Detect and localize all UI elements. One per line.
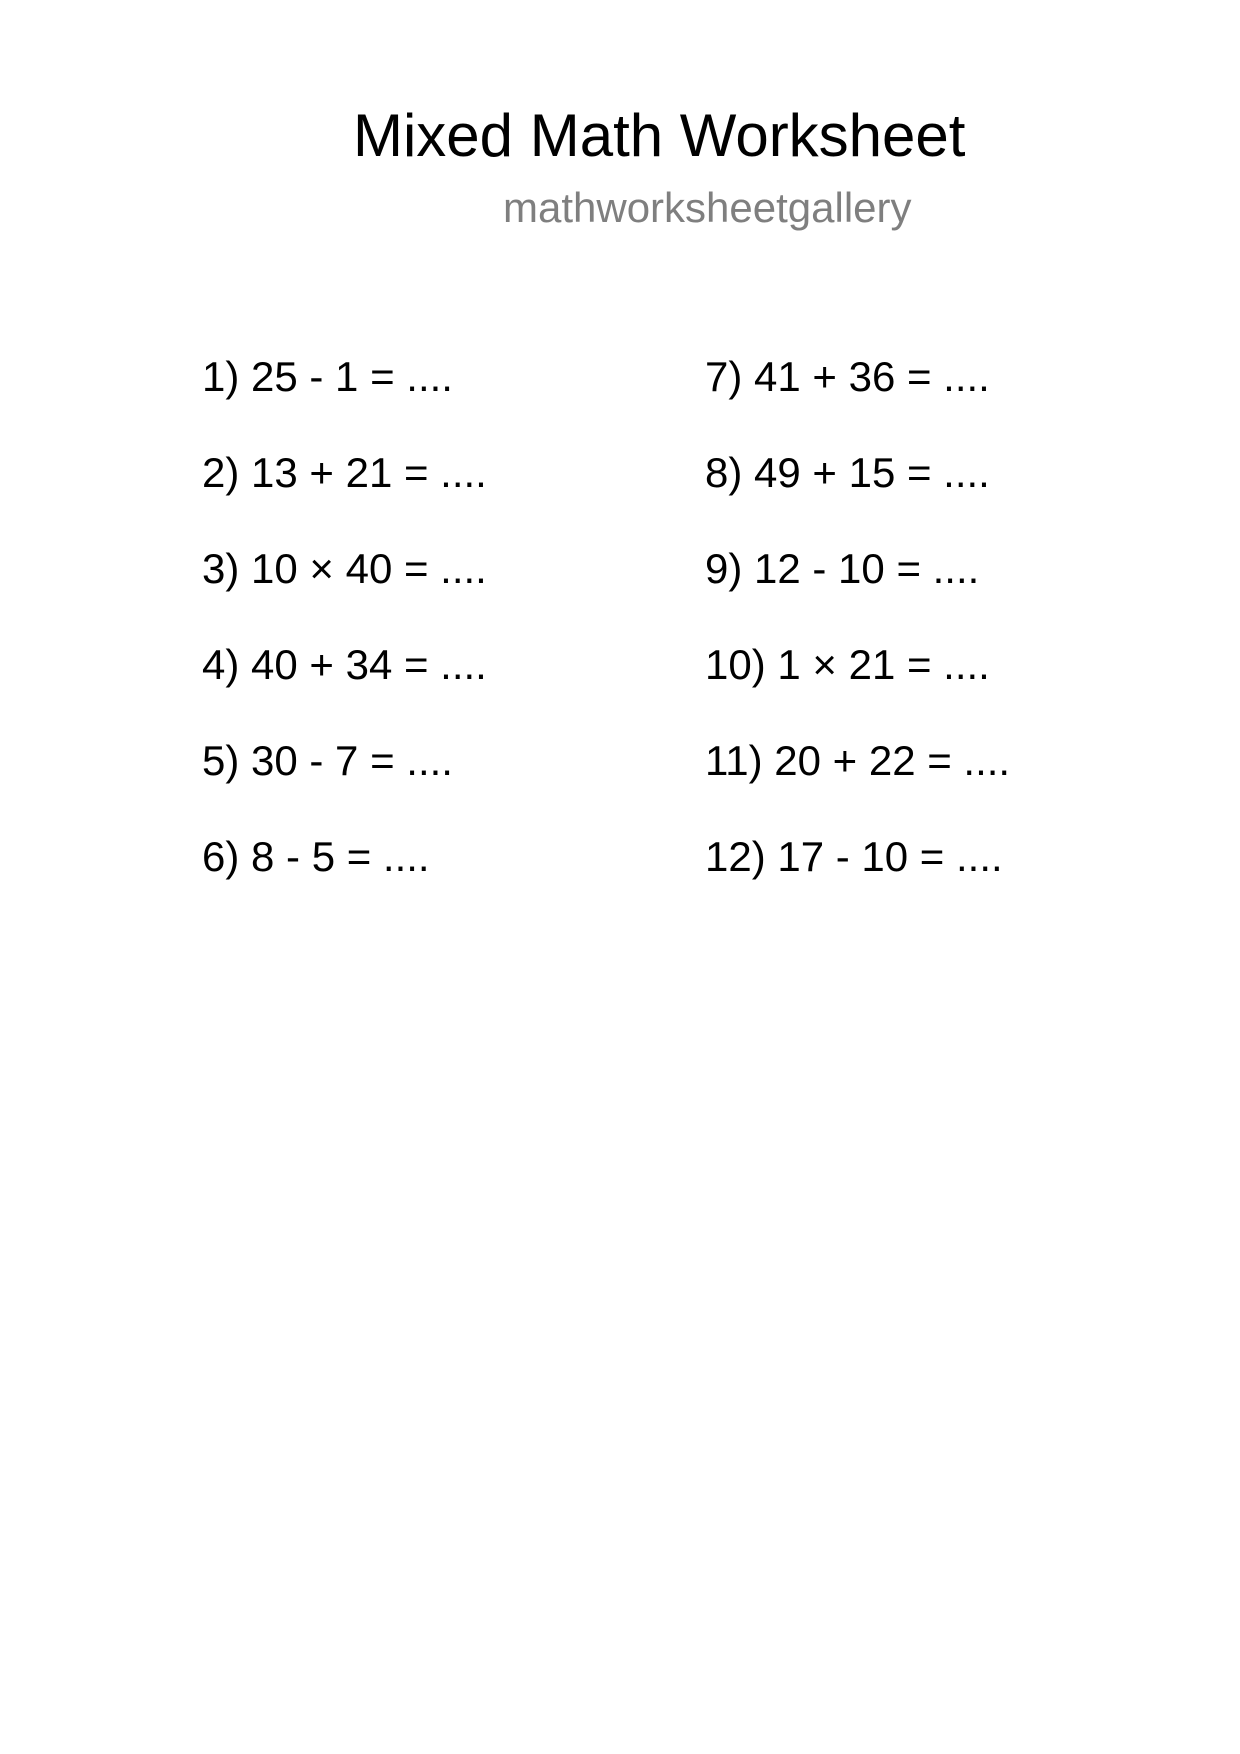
problem-item: 5) 30 - 7 = ....	[202, 737, 453, 784]
problem-item: 3) 10 × 40 = ....	[202, 545, 487, 592]
problem-item: 2) 13 + 21 = ....	[202, 449, 487, 496]
problem-column-right	[705, 349, 1010, 925]
problem-item: 10) 1 × 21 = ....	[705, 641, 990, 688]
problem-item: 8) 49 + 15 = ....	[705, 449, 990, 496]
problem-item: 6) 8 - 5 = ....	[202, 833, 430, 880]
problem-item: 4) 40 + 34 = ....	[202, 641, 487, 688]
worksheet-title: Mixed Math Worksheet	[353, 102, 966, 169]
problem-column-left	[202, 349, 487, 925]
problem-item: 9) 12 - 10 = ....	[705, 545, 980, 592]
problem-item: 11) 20 + 22 = ....	[705, 737, 1011, 784]
problem-item: 12) 17 - 10 = ....	[705, 833, 1003, 880]
worksheet-source: mathworksheetgallery	[503, 184, 912, 231]
problem-item: 7) 41 + 36 = ....	[705, 353, 990, 400]
problem-item: 1) 25 - 1 = ....	[202, 353, 453, 400]
